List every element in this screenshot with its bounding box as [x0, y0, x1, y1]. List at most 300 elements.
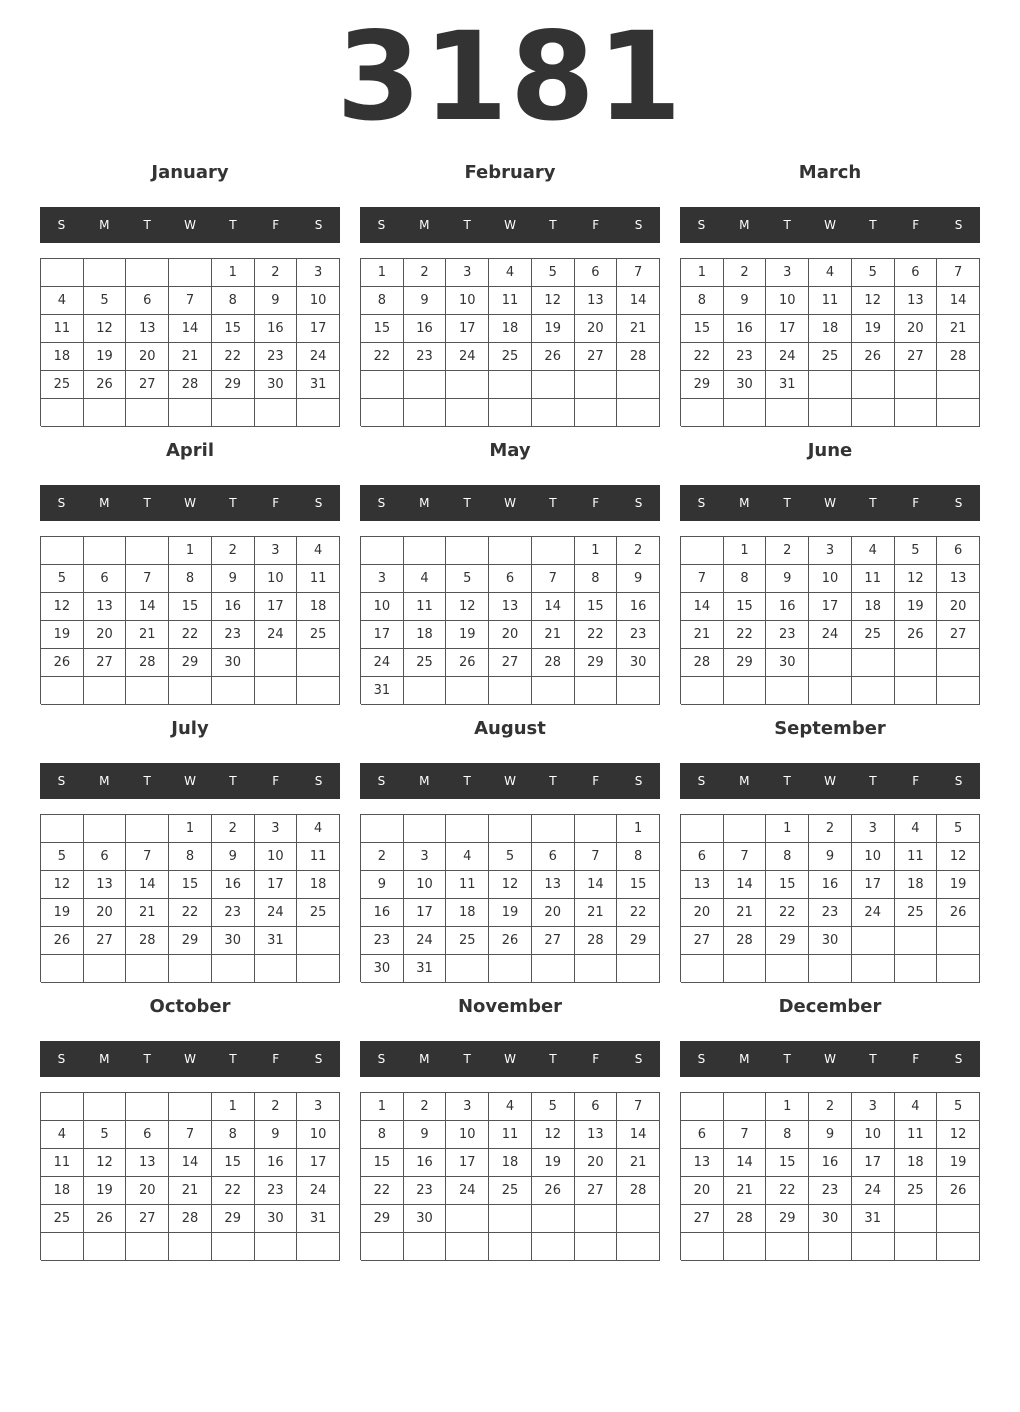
- day-cell: 15: [681, 315, 724, 343]
- weekday-label: W: [184, 774, 196, 788]
- weekday-label: T: [463, 1052, 471, 1066]
- empty-day-cell: [41, 259, 84, 287]
- day-cell: 6: [681, 1121, 724, 1149]
- day-cell: 31: [297, 371, 340, 399]
- empty-day-cell: [575, 1233, 618, 1261]
- empty-day-cell: [255, 677, 298, 705]
- day-cell: 24: [766, 343, 809, 371]
- empty-day-cell: [895, 1205, 938, 1233]
- day-cell: 27: [84, 927, 127, 955]
- day-cell: 11: [852, 565, 895, 593]
- weekday-label: S: [697, 774, 706, 788]
- weekday-label: S: [954, 218, 963, 232]
- day-cell: 18: [41, 1177, 84, 1205]
- month-name: October: [149, 996, 231, 1017]
- day-grid: [360, 536, 660, 704]
- empty-day-cell: [446, 537, 489, 565]
- weekday-label: S: [377, 774, 386, 788]
- empty-day-cell: [852, 955, 895, 983]
- day-cell: 26: [532, 343, 575, 371]
- weekday-label: W: [504, 1052, 516, 1066]
- empty-day-cell: [809, 955, 852, 983]
- empty-day-cell: [937, 649, 980, 677]
- day-cell: 4: [41, 287, 84, 315]
- day-cell: 5: [852, 259, 895, 287]
- day-cell: 24: [361, 649, 404, 677]
- day-cell: 22: [681, 343, 724, 371]
- weekday-label: T: [463, 218, 471, 232]
- day-cell: 16: [404, 1149, 447, 1177]
- day-grid: [360, 814, 660, 982]
- weekday-label: T: [869, 496, 877, 510]
- day-cell: 15: [169, 593, 212, 621]
- weekday-label: S: [57, 218, 66, 232]
- day-cell: 7: [532, 565, 575, 593]
- day-cell: 8: [169, 565, 212, 593]
- empty-day-cell: [297, 399, 340, 427]
- day-cell: 5: [84, 287, 127, 315]
- empty-day-cell: [937, 371, 980, 399]
- weekday-label: M: [99, 1052, 110, 1066]
- empty-day-cell: [126, 677, 169, 705]
- empty-day-cell: [84, 399, 127, 427]
- weekday-header: [680, 485, 980, 521]
- empty-day-cell: [681, 537, 724, 565]
- day-cell: 18: [895, 871, 938, 899]
- empty-day-cell: [766, 399, 809, 427]
- day-cell: 16: [361, 899, 404, 927]
- day-cell: 17: [766, 315, 809, 343]
- month-may: [360, 436, 660, 714]
- empty-day-cell: [41, 677, 84, 705]
- day-cell: 23: [404, 343, 447, 371]
- empty-day-cell: [361, 815, 404, 843]
- empty-day-cell: [84, 955, 127, 983]
- day-cell: 29: [169, 927, 212, 955]
- day-cell: 1: [169, 537, 212, 565]
- empty-day-cell: [852, 371, 895, 399]
- day-cell: 18: [297, 593, 340, 621]
- empty-day-cell: [724, 399, 767, 427]
- day-cell: 2: [404, 259, 447, 287]
- empty-day-cell: [575, 815, 618, 843]
- weekday-label: S: [314, 218, 323, 232]
- day-cell: 25: [41, 371, 84, 399]
- empty-day-cell: [169, 677, 212, 705]
- day-cell: 27: [937, 621, 980, 649]
- month-name: August: [474, 718, 546, 739]
- day-cell: 4: [489, 1093, 532, 1121]
- day-cell: 29: [681, 371, 724, 399]
- weekday-label: M: [419, 496, 430, 510]
- day-cell: 16: [212, 871, 255, 899]
- day-cell: 10: [255, 565, 298, 593]
- empty-day-cell: [617, 1233, 660, 1261]
- empty-day-cell: [446, 1233, 489, 1261]
- day-cell: 31: [852, 1205, 895, 1233]
- day-cell: 29: [575, 649, 618, 677]
- weekday-label: T: [463, 496, 471, 510]
- day-cell: 17: [404, 899, 447, 927]
- empty-day-cell: [169, 1233, 212, 1261]
- day-cell: 7: [126, 843, 169, 871]
- day-cell: 8: [212, 287, 255, 315]
- weekday-header: [680, 1041, 980, 1077]
- day-cell: 5: [532, 1093, 575, 1121]
- day-cell: 22: [617, 899, 660, 927]
- day-cell: 15: [212, 315, 255, 343]
- empty-day-cell: [895, 677, 938, 705]
- day-cell: 28: [724, 927, 767, 955]
- empty-day-cell: [617, 371, 660, 399]
- day-cell: 30: [766, 649, 809, 677]
- month-name: June: [807, 440, 853, 461]
- empty-day-cell: [212, 399, 255, 427]
- day-cell: 11: [41, 1149, 84, 1177]
- day-cell: 7: [937, 259, 980, 287]
- weekday-label: S: [954, 496, 963, 510]
- empty-day-cell: [617, 955, 660, 983]
- month-name: December: [778, 996, 882, 1017]
- empty-day-cell: [532, 815, 575, 843]
- day-cell: 21: [681, 621, 724, 649]
- empty-day-cell: [809, 1233, 852, 1261]
- day-cell: 10: [297, 287, 340, 315]
- empty-day-cell: [895, 955, 938, 983]
- day-cell: 10: [446, 1121, 489, 1149]
- weekday-label: M: [739, 1052, 750, 1066]
- day-cell: 6: [575, 259, 618, 287]
- empty-day-cell: [212, 955, 255, 983]
- weekday-label: F: [912, 1052, 920, 1066]
- day-cell: 21: [169, 1177, 212, 1205]
- day-cell: 12: [532, 1121, 575, 1149]
- weekday-label: M: [739, 218, 750, 232]
- day-cell: 5: [84, 1121, 127, 1149]
- day-cell: 17: [852, 1149, 895, 1177]
- day-cell: 17: [809, 593, 852, 621]
- weekday-label: T: [783, 774, 791, 788]
- day-cell: 15: [169, 871, 212, 899]
- day-cell: 27: [84, 649, 127, 677]
- day-cell: 2: [404, 1093, 447, 1121]
- day-cell: 28: [126, 927, 169, 955]
- day-cell: 13: [126, 1149, 169, 1177]
- month-february: [360, 158, 660, 436]
- month-november: [360, 992, 660, 1270]
- weekday-label: T: [869, 218, 877, 232]
- day-cell: 3: [297, 1093, 340, 1121]
- day-cell: 3: [809, 537, 852, 565]
- empty-day-cell: [446, 1205, 489, 1233]
- day-cell: 19: [937, 871, 980, 899]
- weekday-header: [680, 207, 980, 243]
- empty-day-cell: [809, 677, 852, 705]
- day-cell: 9: [404, 287, 447, 315]
- day-cell: 11: [41, 315, 84, 343]
- day-cell: 16: [617, 593, 660, 621]
- empty-day-cell: [446, 371, 489, 399]
- day-cell: 5: [489, 843, 532, 871]
- day-cell: 11: [297, 565, 340, 593]
- empty-day-cell: [404, 537, 447, 565]
- weekday-label: F: [592, 774, 600, 788]
- day-cell: 26: [852, 343, 895, 371]
- empty-day-cell: [404, 399, 447, 427]
- day-cell: 18: [41, 343, 84, 371]
- day-cell: 21: [126, 899, 169, 927]
- day-cell: 23: [766, 621, 809, 649]
- day-cell: 8: [724, 565, 767, 593]
- weekday-label: T: [549, 774, 557, 788]
- day-cell: 13: [126, 315, 169, 343]
- day-cell: 25: [446, 927, 489, 955]
- empty-day-cell: [361, 537, 404, 565]
- day-cell: 5: [41, 843, 84, 871]
- empty-day-cell: [532, 399, 575, 427]
- day-cell: 17: [446, 315, 489, 343]
- empty-day-cell: [532, 677, 575, 705]
- day-cell: 3: [404, 843, 447, 871]
- empty-day-cell: [489, 1205, 532, 1233]
- day-cell: 16: [809, 1149, 852, 1177]
- weekday-label: T: [143, 496, 151, 510]
- day-cell: 10: [766, 287, 809, 315]
- day-cell: 2: [809, 1093, 852, 1121]
- day-cell: 17: [446, 1149, 489, 1177]
- day-cell: 9: [255, 287, 298, 315]
- day-cell: 12: [446, 593, 489, 621]
- day-grid: [360, 258, 660, 426]
- weekday-label: W: [504, 218, 516, 232]
- day-grid: [680, 258, 980, 426]
- empty-day-cell: [852, 649, 895, 677]
- day-cell: 15: [361, 1149, 404, 1177]
- day-cell: 22: [361, 1177, 404, 1205]
- weekday-label: T: [463, 774, 471, 788]
- day-cell: 10: [446, 287, 489, 315]
- day-cell: 6: [681, 843, 724, 871]
- day-cell: 23: [255, 343, 298, 371]
- weekday-label: M: [419, 1052, 430, 1066]
- day-cell: 23: [255, 1177, 298, 1205]
- day-cell: 6: [84, 565, 127, 593]
- empty-day-cell: [724, 815, 767, 843]
- day-cell: 12: [937, 843, 980, 871]
- day-cell: 22: [766, 899, 809, 927]
- empty-day-cell: [446, 677, 489, 705]
- empty-day-cell: [446, 399, 489, 427]
- empty-day-cell: [41, 815, 84, 843]
- weekday-label: S: [634, 774, 643, 788]
- day-cell: 5: [937, 815, 980, 843]
- weekday-label: S: [314, 774, 323, 788]
- day-cell: 13: [489, 593, 532, 621]
- day-cell: 4: [852, 537, 895, 565]
- day-cell: 8: [617, 843, 660, 871]
- day-cell: 25: [41, 1205, 84, 1233]
- day-cell: 24: [255, 899, 298, 927]
- day-grid: [360, 1092, 660, 1260]
- weekday-label: F: [592, 218, 600, 232]
- day-cell: 28: [617, 343, 660, 371]
- day-cell: 27: [126, 1205, 169, 1233]
- day-cell: 30: [809, 1205, 852, 1233]
- day-cell: 8: [212, 1121, 255, 1149]
- day-cell: 11: [489, 1121, 532, 1149]
- day-cell: 25: [297, 899, 340, 927]
- day-cell: 20: [84, 899, 127, 927]
- day-cell: 19: [895, 593, 938, 621]
- empty-day-cell: [895, 649, 938, 677]
- weekday-label: S: [634, 218, 643, 232]
- empty-day-cell: [766, 955, 809, 983]
- empty-day-cell: [404, 1233, 447, 1261]
- day-cell: 18: [895, 1149, 938, 1177]
- day-cell: 21: [937, 315, 980, 343]
- weekday-label: M: [99, 218, 110, 232]
- day-cell: 13: [575, 287, 618, 315]
- day-cell: 14: [681, 593, 724, 621]
- day-cell: 28: [681, 649, 724, 677]
- day-cell: 20: [681, 899, 724, 927]
- day-cell: 18: [852, 593, 895, 621]
- day-cell: 1: [617, 815, 660, 843]
- day-cell: 19: [41, 621, 84, 649]
- empty-day-cell: [169, 399, 212, 427]
- day-cell: 19: [489, 899, 532, 927]
- day-cell: 6: [84, 843, 127, 871]
- empty-day-cell: [84, 259, 127, 287]
- empty-day-cell: [212, 677, 255, 705]
- day-cell: 26: [937, 1177, 980, 1205]
- weekday-header: [360, 763, 660, 799]
- day-cell: 21: [575, 899, 618, 927]
- day-cell: 12: [852, 287, 895, 315]
- weekday-header: [40, 763, 340, 799]
- day-cell: 25: [297, 621, 340, 649]
- empty-day-cell: [212, 1233, 255, 1261]
- day-cell: 22: [169, 899, 212, 927]
- month-name: April: [165, 440, 215, 461]
- day-cell: 19: [532, 1149, 575, 1177]
- weekday-header: [360, 207, 660, 243]
- day-cell: 24: [446, 1177, 489, 1205]
- day-cell: 16: [255, 1149, 298, 1177]
- day-cell: 21: [532, 621, 575, 649]
- day-cell: 17: [255, 593, 298, 621]
- day-cell: 2: [255, 259, 298, 287]
- weekday-label: F: [912, 774, 920, 788]
- day-cell: 13: [681, 871, 724, 899]
- empty-day-cell: [681, 955, 724, 983]
- day-cell: 17: [361, 621, 404, 649]
- day-cell: 22: [169, 621, 212, 649]
- weekday-header: [40, 485, 340, 521]
- empty-day-cell: [852, 677, 895, 705]
- day-cell: 13: [681, 1149, 724, 1177]
- month-name: May: [489, 440, 531, 461]
- day-cell: 13: [532, 871, 575, 899]
- day-cell: 20: [681, 1177, 724, 1205]
- day-cell: 31: [297, 1205, 340, 1233]
- day-cell: 18: [297, 871, 340, 899]
- day-cell: 8: [361, 1121, 404, 1149]
- day-cell: 28: [126, 649, 169, 677]
- empty-day-cell: [297, 677, 340, 705]
- day-cell: 10: [852, 1121, 895, 1149]
- day-cell: 27: [489, 649, 532, 677]
- empty-day-cell: [532, 1233, 575, 1261]
- day-cell: 22: [212, 343, 255, 371]
- weekday-label: F: [912, 218, 920, 232]
- day-cell: 9: [212, 843, 255, 871]
- empty-day-cell: [255, 1233, 298, 1261]
- weekday-label: M: [99, 496, 110, 510]
- day-cell: 1: [766, 1093, 809, 1121]
- empty-day-cell: [489, 677, 532, 705]
- day-cell: 6: [126, 287, 169, 315]
- weekday-label: S: [377, 496, 386, 510]
- weekday-label: W: [824, 1052, 836, 1066]
- month-name: January: [151, 162, 229, 183]
- day-cell: 12: [41, 871, 84, 899]
- empty-day-cell: [852, 399, 895, 427]
- empty-day-cell: [681, 1233, 724, 1261]
- weekday-label: T: [549, 496, 557, 510]
- day-cell: 10: [404, 871, 447, 899]
- weekday-label: T: [143, 1052, 151, 1066]
- day-cell: 31: [255, 927, 298, 955]
- day-cell: 18: [809, 315, 852, 343]
- day-cell: 15: [212, 1149, 255, 1177]
- day-cell: 31: [404, 955, 447, 983]
- day-cell: 14: [126, 593, 169, 621]
- day-cell: 13: [937, 565, 980, 593]
- day-grid: [40, 536, 340, 704]
- day-cell: 1: [169, 815, 212, 843]
- empty-day-cell: [404, 677, 447, 705]
- day-cell: 16: [724, 315, 767, 343]
- weekday-label: M: [739, 774, 750, 788]
- day-cell: 7: [617, 259, 660, 287]
- day-cell: 27: [681, 927, 724, 955]
- day-cell: 2: [766, 537, 809, 565]
- day-cell: 14: [169, 1149, 212, 1177]
- empty-day-cell: [724, 1233, 767, 1261]
- day-cell: 5: [41, 565, 84, 593]
- empty-day-cell: [489, 815, 532, 843]
- empty-day-cell: [126, 259, 169, 287]
- empty-day-cell: [126, 815, 169, 843]
- weekday-label: W: [184, 1052, 196, 1066]
- day-cell: 28: [724, 1205, 767, 1233]
- day-cell: 4: [895, 1093, 938, 1121]
- empty-day-cell: [84, 815, 127, 843]
- day-cell: 31: [766, 371, 809, 399]
- day-cell: 24: [404, 927, 447, 955]
- weekday-header: [40, 1041, 340, 1077]
- month-name: September: [774, 718, 886, 739]
- day-cell: 28: [532, 649, 575, 677]
- day-cell: 7: [681, 565, 724, 593]
- day-cell: 19: [41, 899, 84, 927]
- weekday-label: W: [184, 218, 196, 232]
- empty-day-cell: [937, 1233, 980, 1261]
- day-cell: 14: [575, 871, 618, 899]
- weekday-label: F: [272, 774, 280, 788]
- weekday-label: S: [377, 1052, 386, 1066]
